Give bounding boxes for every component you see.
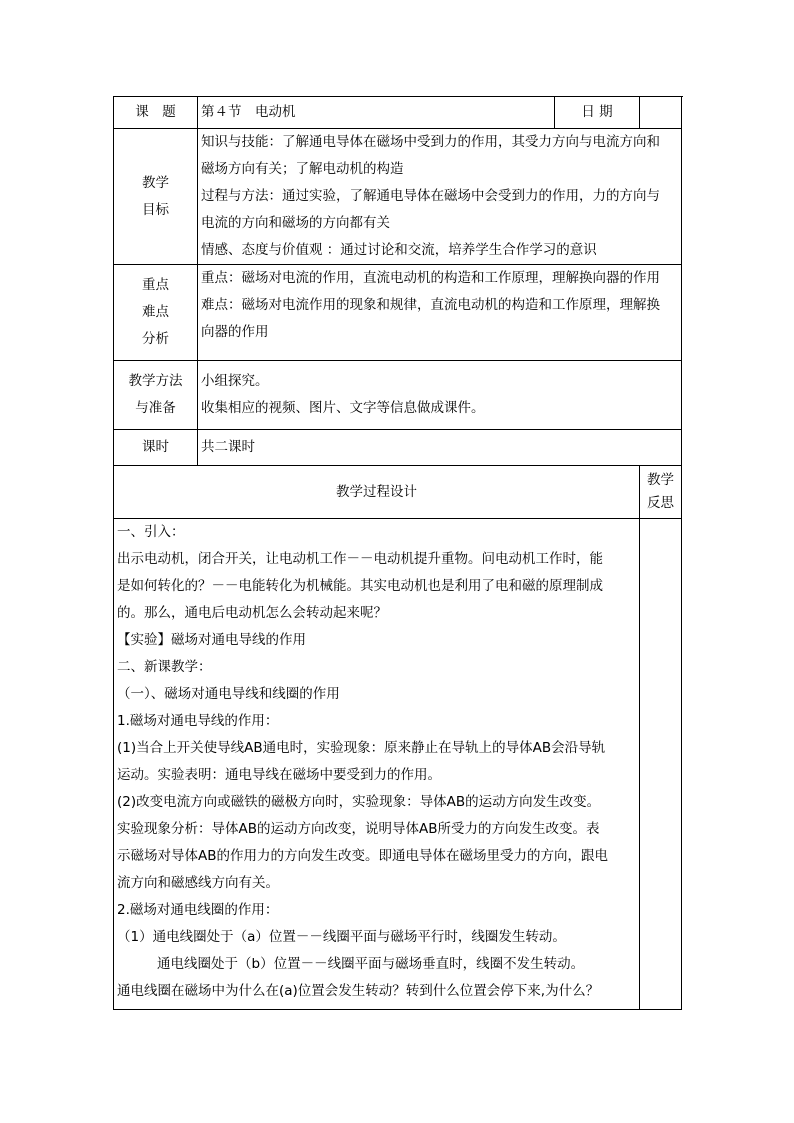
process-line: 的。那么，通电后电动机怎么会转动起来呢？: [117, 605, 387, 621]
method-label: [114, 361, 198, 430]
date-label: 日 期: [555, 97, 640, 129]
method-row: [114, 361, 682, 430]
reflection-label-line: 教学: [647, 472, 674, 488]
focus-label-line: 分析: [142, 331, 169, 347]
focus-line: 重点：磁场对电流的作用，直流电动机的构造和工作原理，理解换向器的作用: [201, 270, 660, 286]
process-line: 一、引入：: [117, 524, 185, 540]
method-line: 小组探究。: [201, 373, 269, 389]
process-line: 2.磁场对通电线圈的作用：: [117, 902, 279, 918]
date-value: [640, 97, 682, 129]
objectives-label-line: 目标: [142, 201, 169, 218]
process-content: [114, 519, 640, 1010]
process-line: (2)改变电流方向或磁铁的磁极方向时，实验现象：导体AB的运动方向发生改变。: [117, 794, 601, 810]
focus-line: 向器的作用: [201, 324, 269, 340]
method-content: [198, 361, 682, 430]
focus-label-line: 难点: [142, 304, 169, 320]
process-line: 通电线圈在磁场中为什么在(a)位置会发生转动？转到什么位置会停下来,为什么？: [117, 983, 600, 999]
course-value: 第４节 电动机: [198, 97, 555, 129]
objective-line: 知识与技能：了解通电导体在磁场中受到力的作用，其受力方向与电流方向和: [201, 134, 660, 150]
process-line: 运动。实验表明：通电导线在磁场中要受到力的作用。: [117, 767, 441, 783]
objective-line: 情感、态度与价值观 ：通过讨论和交流，培养学生合作学习的意识: [201, 242, 597, 258]
process-line: （1）通电线圈处于（a）位置－－线圈平面与磁场平行时，线圈发生转动。: [117, 929, 566, 945]
process-line: 出示电动机，闭合开关，让电动机工作－－电动机提升重物。问电动机工作时，能: [117, 551, 603, 567]
process-line: 【实验】磁场对通电导线的作用: [117, 632, 306, 648]
process-line: 流方向和磁感线方向有关。: [117, 875, 279, 891]
objectives-label-line: 教学: [142, 174, 169, 191]
objectives-content: [198, 129, 682, 265]
objective-line: 电流的方向和磁场的方向都有关: [201, 215, 390, 231]
process-line: (1)当合上开关使导线AB通电时，实验现象：原来静止在导轨上的导体AB会沿导轨: [117, 740, 606, 756]
process-title: 教学过程设计: [114, 466, 640, 519]
focus-label-line: 重点: [142, 277, 169, 293]
method-label-line: 教学方法: [128, 373, 183, 389]
method-label-line: 与准备: [135, 400, 176, 416]
focus-row: [114, 265, 682, 361]
focus-content: [198, 265, 682, 361]
method-line: 收集相应的视频、图片、文字等信息做成课件。: [201, 400, 485, 416]
reflection-label: [640, 466, 682, 519]
focus-line: 难点：磁场对电流作用的现象和规律，直流电动机的构造和工作原理，理解换: [201, 297, 660, 313]
process-line: 二、新课教学：: [117, 659, 212, 675]
process-line: （一）、磁场对通电导线和线圈的作用: [117, 686, 340, 702]
process-title-row: [114, 466, 682, 519]
process-body-row: [114, 519, 682, 1010]
reflection-label-line: 反思: [647, 495, 674, 511]
header-row: [114, 97, 682, 129]
lesson-plan-table: [113, 96, 682, 1010]
objectives-row: [114, 129, 682, 265]
hours-row: [114, 430, 682, 466]
hours-value: 共二课时: [198, 430, 682, 466]
objectives-label: [114, 129, 198, 265]
course-label: 课 题: [114, 97, 198, 129]
hours-label: 课时: [114, 430, 198, 466]
process-line: 示磁场对导体AB的作用力的方向发生改变。即通电导体在磁场里受力的方向，跟电: [117, 848, 608, 864]
objective-line: 过程与方法：通过实验，了解通电导体在磁场中会受到力的作用，力的方向与: [201, 188, 660, 204]
reflection-content: [640, 519, 682, 1010]
objective-line: 磁场方向有关；了解电动机的构造: [201, 161, 404, 177]
process-line: 1.磁场对通电导线的作用：: [117, 713, 279, 729]
process-line: 实验现象分析：导体AB的运动方向改变，说明导体AB所受力的方向发生改变。表: [117, 821, 600, 837]
process-line: 通电线圈处于（b）位置－－线圈平面与磁场垂直时，线圈不发生转动。: [157, 956, 585, 972]
focus-label: [114, 265, 198, 361]
process-line: 是如何转化的？－－电能转化为机械能。其实电动机也是利用了电和磁的原理制成: [117, 578, 603, 594]
